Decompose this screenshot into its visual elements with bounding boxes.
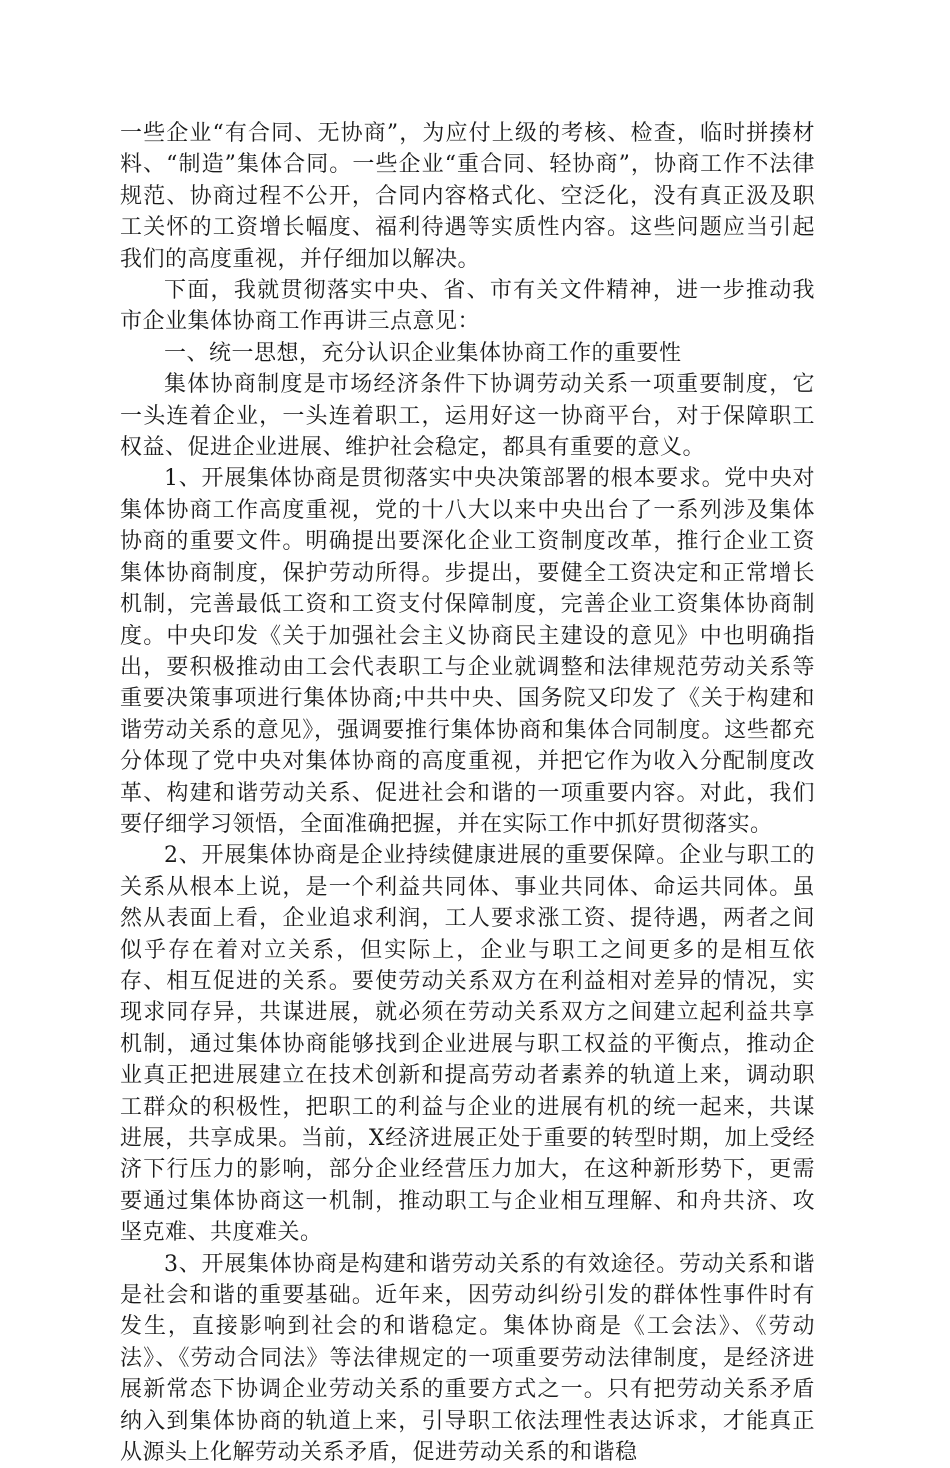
paragraph: 1、开展集体协商是贯彻落实中央决策部署的根本要求。党中央对集体协商工作高度重视，党的十八大以来中央出台了一系列涉及集体协商的重要文件。明确提出要深化企业工资制度改革，推行企业工资集体协商制度，保护劳动所得。步提出，要健全工资决定和正常增长机制，完善最低工资和工资支付保障制度，完善企业工资集体协商制度。中央印发《关于加强社会主义协商民主建设的意见》中也明确指出，要积极推动由工会代表职工与企业就调整和法律规范劳动关系等重要决策事项进行集体协商;中共中央、国务院又印发了《关于构建和谐劳动关系的意见》，强调要推行集体协商和集体合同制度。这些都充分体现了党中央对集体协商的高度重视，并把它作为收入分配制度改革、构建和谐劳动关系、促进社会和谐的一项重要内容。对此，我们要仔细学习领悟，全面准确把握，并在实际工作中抓好贯彻落实。 (120, 466, 815, 837)
paragraph: 一些企业“有合同、无协商”，为应付上级的考核、检查，临时拼揍材料、“制造”集体合同。一些企业“重合同、轻协商”，协商工作不法律规范、协商过程不公开，合同内容格式化、空泛化，没有真正汲及职工关怀的工资增长幅度、福利待遇等实质性内容。这些问题应当引起我们的高度重视，并仔细加以解决。 (120, 121, 815, 272)
paragraph: 2、开展集体协商是企业持续健康进展的重要保障。企业与职工的关系从根本上说，是一个利益共同体、事业共同体、命运共同体。虽然从表面上看，企业追求利润，工人要求涨工资、提待遇，两者之间似乎存在着对立关系，但实际上，企业与职工之间更多的是相互依存、相互促进的关系。要使劳动关系双方在利益相对差异的情况，实现求同存异，共谋进展，就必须在劳动关系双方之间建立起利益共享机制，通过集体协商能够找到企业进展与职工权益的平衡点，推动企业真正把进展建立在技术创新和提高劳动者素养的轨道上来，调动职工群众的积极性，把职工的利益与企业的进展有机的统一起来，共谋进展，共享成果。当前，X经济进展正处于重要的转型时期，加上受经济下行压力的影响，部分企业经营压力加大，在这种新形势下，更需要通过集体协商这一机制，推动职工与企业相互理解、和舟共济、攻坚克难、共度难关。 (120, 843, 815, 1246)
document-body (120, 118, 815, 1468)
paragraph: 3、开展集体协商是构建和谐劳动关系的有效途径。劳动关系和谐是社会和谐的重要基础。近年来，因劳动纠纷引发的群体性事件时有发生，直接影响到社会的和谐稳定。集体协商是《工会法》、《劳动法》、《劳动合同法》等法律规定的一项重要劳动法律制度，是经济进展新常态下协调企业劳动关系的重要方式之一。只有把劳动关系矛盾纳入到集体协商的轨道上来，引导职工依法理性表达诉求，才能真正从源头上化解劳动关系矛盾，促进劳动关系的和谐稳 (120, 1251, 815, 1466)
section-heading: 一、统一思想，充分认识企业集体协商工作的重要性 (164, 340, 682, 366)
paragraph: 集体协商制度是市场经济条件下协调劳动关系一项重要制度，它一头连着企业，一头连着职工，运用好这一协商平台，对于保障职工权益、促进企业进展、维护社会稳定，都具有重要的意义。 (120, 372, 815, 461)
paragraph: 下面，我就贯彻落实中央、省、市有关文件精神，进一步推动我市企业集体协商工作再讲三点意见： (120, 278, 815, 335)
